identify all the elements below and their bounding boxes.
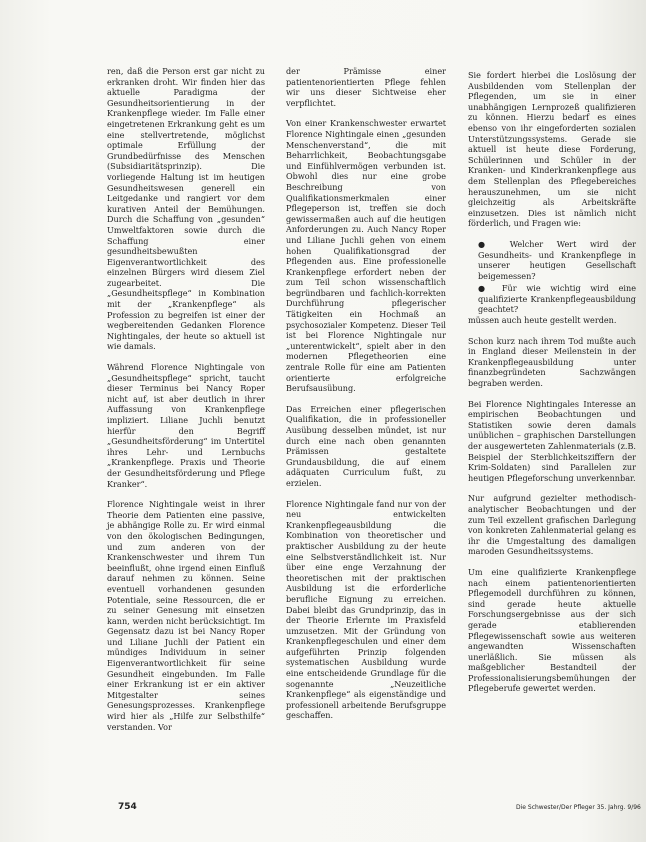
paragraph: müssen auch heute gestellt werden. [468,315,617,326]
bullet-item: ● Für wie wichtig wird eine qualifizierte Krankenpflegeausbildung geachtet? [478,283,636,315]
paragraph: der Prämisse einer patientenorientierten Pflege fehlen wir uns dieser Sichtweise eher verpflichtet. [286,66,446,108]
bullet-item: ● Welcher Wert wird der Gesundheits- und Krankenpflege in unserer heutigen Gesellschaft beigemessen? [478,238,636,281]
paragraph: Florence Nightingale weist in ihrer Theorie dem Patienten eine passive, je abhängige Rolle zu. Er wird einmal von den ökologischen Bedingungen, und zum anderen von der Krankenschwester und ihrem Tun beeinflußt, ohne irgend einen Einfluß darauf nehmen zu können. Seine eventuell vorhandenen gesunden Potentiale, seine Ressourcen, die er zu seiner Genesung mit einsetzen kann, werden nicht berücksichtigt. Im Gegensatz dazu ist bei Nancy Roper und Liliane Juchli der Patient ein mündiges Individuum in seiner Eigenverantwortlichkeit für seine Gesundheit eingebunden. Im Falle einer Erkrankung ist er ein aktiver Mitgestalter seines Genesungsprozesses. Krankenpflege wird hier als „Hilfe zur Selbsthilfe“ verstanden. Vor [107,499,265,732]
text-column-middle [286,66,446,731]
paragraph: Florence Nightingale fand nur von der neu entwickelten Krankenpflegeausbildung die Kombination von theoretischer und praktischer Ausbildung zu der heute eine Selbstverständlichkeit ist. Nur über eine enge Verzahnung der theoretischen mit der praktischen Ausbildung ist die erforderliche berufliche Eignung zu erreichen. Dabei bleibt das Grundprinzip, das in der Theorie Erlernte im Praxisfeld umzusetzen. Mit der Gründung von Krankenpflegeschulen und einer dem aufgeführten Prinzip folgenden systematischen Ausbildung wurde eine entscheidende Grundlage für die sogenannte „Neuzeitliche Krankenpflege“ als eigenständige und professionell arbeitende Berufsgruppe geschaffen. [286,498,446,721]
paragraph: Während Florence Nightingale von „Gesundheitspflege“ spricht, taucht dieser Terminus bei Nancy Roper nicht auf, ist aber deutlich in ihrer Auffassung von Krankenpflege impliziert. Liliane Juchli benutzt hierfür den Begriff „Gesundheitsförderung“ im Untertitel ihres Lehr- und Lernbuchs „Krankenpflege. Praxis und Theorie der Gesundheitsförderung und Pflege Kranker“. [107,362,265,489]
paragraph: Sie fordert hierbei die Loslösung der Ausbildenden vom Stellenplan der Pflegenden, um sie in einer unabhängigen Lernprozeß qualifizieren zu können. Hierzu bedarf es eines ebenso von ihr eingeforderten sozialen Unterstützungssystems. Gerade sie aktuell ist heute diese Forderung, Schülerinnen und Schüler in der Kranken- und Kinderkrankenpflege aus dem Stellenplan des Pflegebereiches herauszunehmen, um sie nicht gleichzeitig als Arbeitskräfte einzusetzen. Dies ist nämlich nicht förderlich, und Fragen wie: [468,70,636,229]
page-number: 754 [118,802,137,812]
text-column-right [468,70,636,704]
journal-footer: Die Schwester/Der Pfleger 35. Jahrg. 9/96 [516,804,641,811]
paragraph: Schon kurz nach ihrem Tod mußte auch in England dieser Meilenstein in der Krankenpflegeausbildung unter finanzbegründeten Sachzwängen begraben werden. [468,335,636,389]
paragraph: Das Erreichen einer pflegerischen Qualifikation, die in professioneller Ausübung desselben mündet, ist nur durch eine nach oben genannten Prämissen gestaltete Grundausbildung, die auf einem adäquaten Curriculum fußt, zu erzielen. [286,403,446,488]
paragraph: Nur aufgrund gezielter methodisch-analytischer Beobachtungen und der zum Teil exzellent grafischen Darlegung von konkreten Zahlenmaterial gelang es ihr die Umgestaltung des damaligen maroden Gesundheitssystems. [468,493,636,557]
text-column-left [107,66,265,742]
paragraph: Von einer Krankenschwester erwartet Florence Nightingale einen „gesunden Menschenverstand“, die mit Beharrlichkeit, Beobachtungsgabe und Einfühlvermögen verbunden ist. Obwohl dies nur eine grobe Beschreibung von Qualifikationsmerkmalen einer Pflegeperson ist, treffen sie doch gewissermaßen auch auf die heutigen Anforderungen zu. Auch Nancy Roper und Liliane Juchli gehen von einem hohen Qualifikationsgrad der Pflegenden aus. Eine professionelle Krankenpflege erfordert neben der zum Teil schon wissenschaftlich begründbaren und fachlich-korrekten Durchführung pflegerischer Tätigkeiten ein Hochmaß an psychosozialer Kompetenz. Dieser Teil ist bei Florence Nightingale nur „unterentwickelt“, spielt aber in den modernen Pflegetheorien eine zentrale Rolle für eine am Patienten orientierte erfolgreiche Berufsausübung. [286,118,446,394]
paragraph: Um eine qualifizierte Krankenpflege nach einem patientenorientierten Pflegemodell durchführen zu können, sind gerade heute aktuelle Forschungsergebnisse aus der sich gerade etablierenden Pflegewissenschaft sowie aus weiteren angewandten Wissenschaften unerläßlich. Sie müssen als maßgeblicher Bestandteil der Professionalisierungsbemühungen der Pflegeberufe gewertet werden. [468,566,636,694]
paragraph: Bei Florence Nightingales Interesse an empirischen Beobachtungen und Statistiken sowie deren damals unüblichen – graphischen Darstellungen der ausgewerteten Zahlenmaterials (z.B. Beispiel der Sterblichkeitsziffern der Krim-Soldaten) sind Parallelen zur heutigen Pflegeforschung unverkennbar. [468,398,636,483]
paragraph: ren, daß die Person erst gar nicht zu erkranken droht. Wir finden hier das aktuelle Paradigma der Gesundheitsorientierung in der Krankenpflege wieder. Im Falle einer eingetretenen Erkrankung geht es um eine stellvertretende, möglichst optimale Erfüllung der Grundbedürfnisse des Menschen (Subsidiaritätsprinzip). Die vorliegende Haltung ist im heutigen Gesundheitswesen generell ein Leitgedanke und rangiert vor dem kurativen Anteil der Bemühungen. Durch die Schaffung von „gesunden“ Umweltfaktoren sowie durch die Schaffung einer gesundheitsbewußten Eigenverantwortlichkeit des einzelnen Bürgers wird diesem Ziel zugearbeitet. Die „Gesundheitspflege“ in Kombination mit der „Krankenpflege“ als Profession zu begreifen ist einer der wegbereitenden Gedanken Florence Nightingales, der heute so aktuell ist wie damals. [107,66,265,352]
